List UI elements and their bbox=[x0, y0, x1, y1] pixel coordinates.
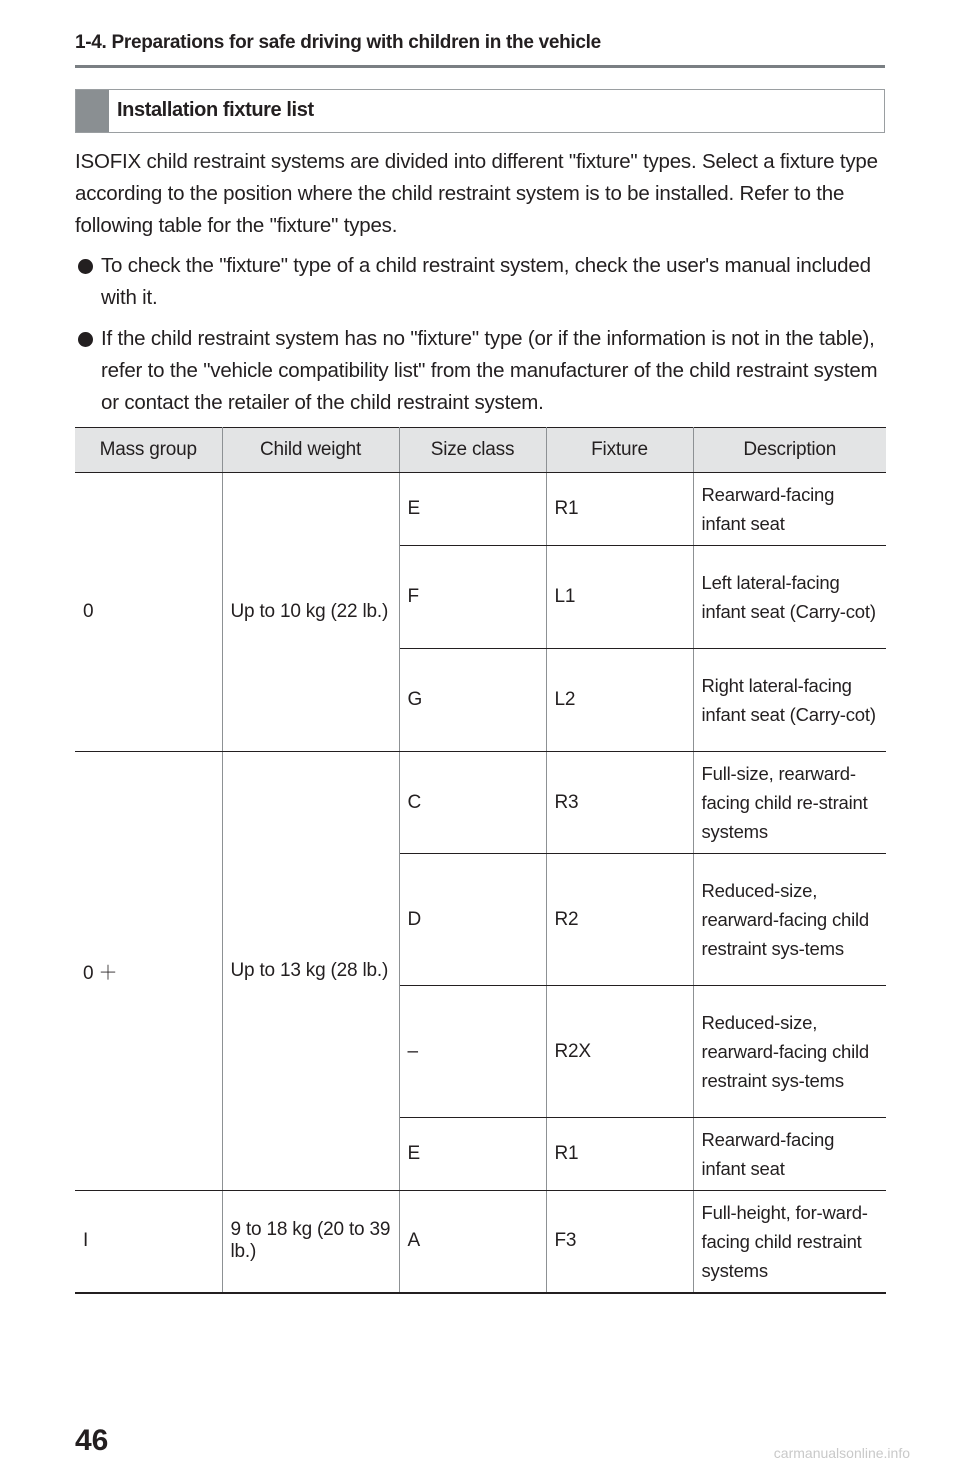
size-class-cell: E bbox=[399, 1118, 546, 1191]
size-class-cell: – bbox=[399, 986, 546, 1118]
description-cell: Full-height, for-ward-facing child restraint systems bbox=[693, 1191, 886, 1293]
fixture-cell: L2 bbox=[546, 649, 693, 752]
table-row bbox=[75, 752, 886, 854]
mass-group-cell: 0 ＋ bbox=[75, 752, 222, 1191]
fixture-table bbox=[75, 427, 886, 1294]
size-class-cell: D bbox=[399, 854, 546, 986]
column-header-child-weight: Child weight bbox=[222, 428, 399, 473]
table-row bbox=[75, 1191, 886, 1293]
section-title: Installation fixture list bbox=[117, 99, 314, 121]
size-class-cell: A bbox=[399, 1191, 546, 1293]
intro-paragraph: ISOFIX child restraint systems are divided into different "fixture" types. Select a fixture type according to the position where the child restraint system is to be installed. Refer to the following table for the "fixture" types. bbox=[75, 150, 878, 237]
column-header-mass-group: Mass group bbox=[75, 428, 222, 473]
bullet-text: To check the "fixture" type of a child restraint system, check the user's manual included with it. bbox=[101, 254, 871, 309]
mass-group-cell: 0 bbox=[75, 473, 222, 752]
description-cell: Rearward-facing infant seat bbox=[693, 1118, 886, 1191]
watermark: carmanualsonline.info bbox=[773, 1445, 910, 1461]
breadcrumb: 1-4. Preparations for safe driving with children in the vehicle bbox=[75, 32, 601, 53]
column-header-description: Description bbox=[693, 428, 886, 473]
section-tab-marker bbox=[76, 90, 109, 132]
child-weight-cell: Up to 10 kg (22 lb.) bbox=[222, 473, 399, 752]
column-header-size-class: Size class bbox=[399, 428, 546, 473]
table-header-row bbox=[75, 428, 886, 473]
fixture-cell: R3 bbox=[546, 752, 693, 854]
description-cell: Reduced-size, rearward-facing child restraint sys-tems bbox=[693, 854, 886, 986]
page-header bbox=[75, 28, 885, 68]
bullet-dot-icon bbox=[78, 259, 93, 274]
child-weight-cell: Up to 13 kg (28 lb.) bbox=[222, 752, 399, 1191]
size-class-cell: F bbox=[399, 546, 546, 649]
description-cell: Right lateral-facing infant seat (Carry-cot) bbox=[693, 649, 886, 752]
child-weight-cell: 9 to 18 kg (20 to 39 lb.) bbox=[222, 1191, 399, 1293]
fixture-cell: R2X bbox=[546, 986, 693, 1118]
bullet-dot-icon bbox=[78, 332, 93, 347]
page-number: 46 bbox=[75, 1424, 109, 1457]
description-cell: Full-size, rearward-facing child re-straint systems bbox=[693, 752, 886, 854]
description-cell: Reduced-size, rearward-facing child restraint sys-tems bbox=[693, 986, 886, 1118]
bullet-text: If the child restraint system has no "fixture" type (or if the information is not in the table), refer to the "vehicle compatibility list" from the manufacturer of the child restraint system or contact the retailer of the child restraint system. bbox=[101, 327, 878, 414]
fixture-cell: L1 bbox=[546, 546, 693, 649]
table-row bbox=[75, 473, 886, 546]
column-header-fixture: Fixture bbox=[546, 428, 693, 473]
fixture-cell: R1 bbox=[546, 1118, 693, 1191]
fixture-cell: F3 bbox=[546, 1191, 693, 1293]
size-class-cell: G bbox=[399, 649, 546, 752]
description-cell: Left lateral-facing infant seat (Carry-cot) bbox=[693, 546, 886, 649]
size-class-cell: C bbox=[399, 752, 546, 854]
description-cell: Rearward-facing infant seat bbox=[693, 473, 886, 546]
mass-group-cell: I bbox=[75, 1191, 222, 1293]
fixture-cell: R2 bbox=[546, 854, 693, 986]
fixture-cell: R1 bbox=[546, 473, 693, 546]
size-class-cell: E bbox=[399, 473, 546, 546]
section-heading bbox=[75, 89, 885, 133]
